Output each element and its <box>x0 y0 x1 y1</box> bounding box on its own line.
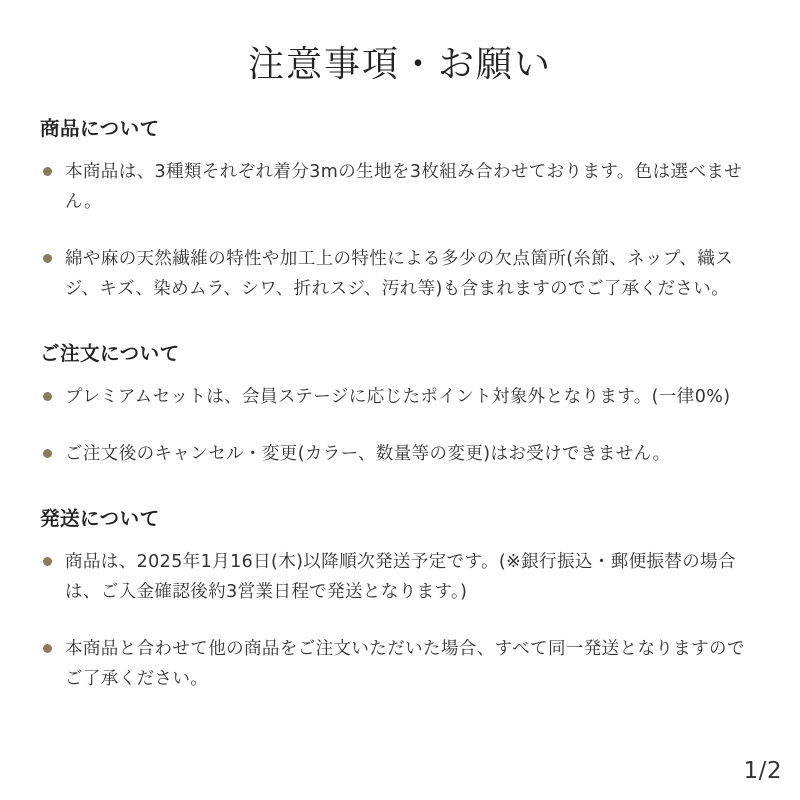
bullet-icon <box>43 449 52 458</box>
page-title: 注意事項・お願い <box>247 44 552 85</box>
list-item-text: ご注文後のキャンセル・変更(カラー、数量等の変更)はお受けできません。 <box>65 444 671 464</box>
section-shipping <box>40 503 760 694</box>
list-item <box>40 157 760 217</box>
shipping-notes-list <box>40 547 760 694</box>
list-item-text: 本商品と合わせて他の商品をご注文いただいた場合、すべて同一発送となりますのでご了承ください。 <box>65 639 745 689</box>
page-indicator: 1/2 <box>743 758 782 784</box>
list-item-text: プレミアムセットは、会員ステージに応じたポイント対象外となります。(一律0%) <box>65 387 731 407</box>
list-item-text: 本商品は、3種類それぞれ着分3mの生地を3枚組み合わせております。色は選べません。 <box>65 162 743 212</box>
list-item-text: 綿や麻の天然繊維の特性や加工上の特性による多少の欠点箇所(糸節、ネップ、織スジ、キズ、染めムラ、シワ、折れスジ、汚れ等)も含まれますのでご了承ください。 <box>65 249 734 299</box>
section-product <box>40 113 760 304</box>
bullet-icon <box>43 254 52 263</box>
list-item <box>40 382 760 412</box>
order-notes-list <box>40 382 760 469</box>
list-item <box>40 439 760 469</box>
section-heading-product: 商品について <box>40 117 160 140</box>
product-notes-list <box>40 157 760 304</box>
bullet-icon <box>43 392 52 401</box>
list-item <box>40 547 760 607</box>
section-heading-shipping: 発送について <box>40 507 160 530</box>
section-heading-order: ご注文について <box>40 342 180 365</box>
bullet-icon <box>43 644 52 653</box>
list-item <box>40 634 760 694</box>
list-item-text: 商品は、2025年1月16日(木)以降順次発送予定です。(※銀行振込・郵便振替の場合は、ご入金確認後約3営業日程で発送となります。) <box>65 552 736 602</box>
bullet-icon <box>43 167 52 176</box>
bullet-icon <box>43 557 52 566</box>
list-item <box>40 244 760 304</box>
section-order <box>40 338 760 469</box>
